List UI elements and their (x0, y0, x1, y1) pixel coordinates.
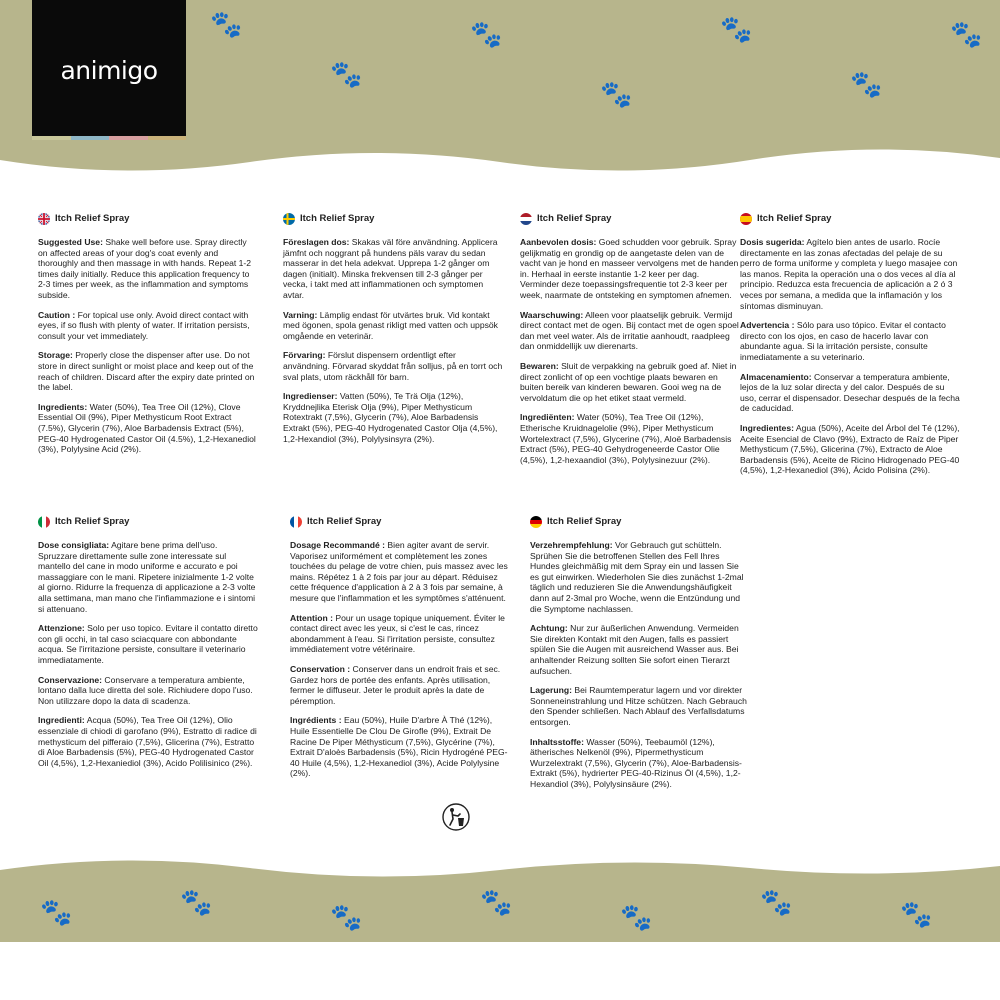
logo-wordmark: animigo (60, 56, 158, 85)
block-title: Itch Relief Spray (55, 515, 130, 527)
block-heading (38, 213, 258, 225)
paw-print-icon: 🐾 (950, 20, 983, 50)
block-french (290, 516, 510, 788)
paw-print-icon: 🐾 (850, 70, 883, 100)
paw-print-icon: 🐾 (470, 20, 503, 50)
paw-print-icon: 🐾 (330, 60, 363, 90)
recycle-person-icon (441, 802, 471, 832)
block-italian (38, 516, 258, 777)
paw-print-icon: 🐾 (330, 903, 363, 933)
storage-text: Lagerung: Bei Raumtemperatur lagern und vor direkter Sonneneinstrahlung und Hitze schützen. Nach Gebrauch den Spender schließen. Nach Ablauf des Verfallsdatums entsorgen. (530, 685, 747, 727)
paw-print-icon: 🐾 (180, 888, 213, 918)
storage-text: Conservazione: Conservare a temperatura ambiente, lontano dalla luce diretta del sole. Richiudere dopo l'uso. Non utilizzare dopo la data di scadenza. (38, 674, 253, 706)
brand-logo (32, 0, 186, 140)
spain-flag-icon (740, 213, 752, 225)
block-dutch (520, 213, 740, 474)
ingredients-text: Ingredienti: Acqua (50%), Tea Tree Oil (12%), Olio essenziale di chiodi di garofano (9%), Estratto di radice di methysticum del pifferaio (7,5%), Glicerina (7%), Estratto di Aloe Barbadensis (5%), PEG-40 Hydrogenated Castor Oil (4,5%), 1,2-Hexaniediol (3%), Acido Polilisinico (2%). (38, 715, 257, 768)
france-flag-icon (290, 516, 302, 528)
block-heading (283, 213, 503, 225)
suggested-use-text: Dosage Recommandé : Bien agiter avant de servir. Vaporisez uniformément et complètement les zones touchées du pelage de votre chien, puis massez avec les mains. Répétez 1 à 2 fois par jour au départ. Réduisez cette fréquence d'application à 2 à 3 fois par semaine, à mesure que l'inflammation et les symptômes s'atténuent. (290, 540, 508, 603)
paw-print-icon: 🐾 (720, 15, 753, 45)
block-title: Itch Relief Spray (307, 515, 382, 527)
ingredients-text: Inhaltsstoffe: Wasser (50%), Teebaumöl (12%), ätherisches Nelkenöl (9%), Pipermethysticum Wurzelextrakt (7,5%), Glycerin (7%), Aloe-Barbadensis-Extrakt (5%), hydrierter PEG-40-Rizinus Öl (4,5%), 1,2-Hexandiol (3%), Polylysinsäure (2%). (530, 736, 742, 789)
block-english (38, 213, 258, 464)
ingredients-text: Ingrediënten: Water (50%), Tea Tree Oil (12%), Etherische Kruidnagelolie (9%), Piper Methysticum Wortelextract (7,5%), Glycerine (7%), Aloë Barbadensis Extract (5%), PEG-40 Gehydrogeneerde Castor Olie (4,5%), 1,2-hexaandiol (3%), Polylysinezuur (2%). (520, 412, 732, 465)
storage-text: Conservation : Conserver dans un endroit frais et sec. Gardez hors de portée des enfants. Après utilisation, fermer le diffuseur. Jeter le produit après la date de péremption. (290, 663, 501, 706)
ingredients-text: Ingredientes: Agua (50%), Aceite del Árbol del Té (12%), Aceite Esencial de Clavo (9%), Extracto de Raíz de Piper Methysticum (7,5%), Glicerina (7%), Extracto de Aloe Barbadensis (5%), Aceite de Ricino Hidrogenado PEG-40 (4,5%), 1,2-Hexanediol (3%), Ácido Polisina (2%). (740, 422, 960, 476)
paw-print-icon: 🐾 (620, 903, 653, 933)
storage-text: Storage: Properly close the dispenser after use. Do not store in direct sunlight or moist place and keep out of the reach of children. Discard after the expiry date printed on the label. (38, 350, 255, 393)
suggested-use-text: Föreslagen dos: Skakas väl före användning. Applicera jämfnt och noggrant på hundens päls varav du sedan masserar in det hela adekvat. Upprepa 1-2 gånger om dagen (initialt). Minska frekvensen till 2-3 gånger per vecka, i takt med att inflammationen och symptomen avtar. (283, 237, 498, 300)
band-edge (0, 140, 1000, 175)
block-swedish (283, 213, 503, 453)
ingredients-text: Ingrédients : Eau (50%), Huile D'arbre À Thé (12%), Huile Essentielle De Clou De Girofle (9%), Extrait De Racine De Piper Méthysticum (7,5%), Glycérine (7%), Extrait D'aloès Barbadensis (5%), Ricin Hydrogéné PEG-40 Huile (4,5%), 1,2-Hexanediol (3%), Acide Polylysine (2%). (290, 715, 508, 779)
block-german (530, 516, 750, 798)
caution-text: Attenzione: Solo per uso topico. Evitare il contatto diretto con gli occhi, in tal caso sciacquare con abbondante acqua. Se l'irritazione persiste, consultare il veterinario immediatamente. (38, 623, 258, 665)
suggested-use-text: Verzehrempfehlung: Vor Gebrauch gut schütteln. Sprühen Sie die betroffenen Stellen des Fell Ihres Hundes gleichmäßig mit dem Spray ein und lassen Sie es gut einwirken. Wiederholen Sie dies zunächst 1-2mal täglich und reduzieren Sie die Anwendungshäufigkeit dann auf 2-3mal pro Woche, wenn die Entzündung und die Symptome nachlassen. (530, 540, 744, 614)
suggested-use-text: Suggested Use: Shake well before use. Spray directly on affected areas of your dog's coat evenly and thoroughly and then massage in with hands. Repeat 1-2 times daily initially. Reduce this application frequency to 2-3 times per week, as the inflammation and symptoms subside. (38, 237, 252, 300)
suggested-use-text: Dose consigliata: Agitare bene prima dell'uso. Spruzzare direttamente sulle zone interessate sul mantello del cane in modo uniforme e accurato e poi massaggiare con le mani. Ripetere inizialmente 1-2 volte al giorno. Ridurre la frequenza di applicazione a 2-3 volte alla settimana, man mano che l'infiammazione e i sintomi si attenuano. (38, 540, 256, 614)
paw-print-icon: 🐾 (900, 900, 933, 930)
caution-text: Achtung: Nur zur äußerlichen Anwendung. Vermeiden Sie direkten Kontakt mit den Augen, falls es passiert spülen Sie die Augen mit ausreichend Wasser aus. Bei anhaltender Reizung sollten Sie sofort einen Tierarzt aufsuchen. (530, 623, 739, 676)
block-heading (520, 213, 740, 225)
block-heading (530, 516, 750, 528)
band-edge (0, 858, 1000, 880)
storage-text: Bewaren: Sluit de verpakking na gebruik goed af. Niet in direct zonlicht of op een vochtige plaats bewaren en buiten bereik van kinderen bewaren. Gooi weg na de vervoldatum die op het etiket staat vermeld. (520, 360, 737, 403)
germany-flag-icon (530, 516, 542, 528)
paw-print-icon: 🐾 (480, 888, 513, 918)
paw-print-icon: 🐾 (760, 888, 793, 918)
block-title: Itch Relief Spray (757, 212, 832, 224)
italy-flag-icon (38, 516, 50, 528)
block-heading (740, 213, 960, 225)
ingredients-text: Ingredienser: Vatten (50%), Te Trä Olja (12%), Kryddnejlika Eterisk Olja (9%), Piper Methysticum Rotextrakt (7,5%), Glycerin (7%), Aloe Barbadensis Extrakt (5%), PEG-40 Hydrogenated Castor Olja (4,5%), 1,2-Hexandiol (3%), Polylysinsyra (2%). (283, 391, 498, 444)
paw-print-icon: 🐾 (600, 80, 633, 110)
block-heading (290, 516, 510, 528)
bottom-decorative-band (0, 858, 1000, 942)
paw-print-icon: 🐾 (40, 898, 73, 928)
suggested-use-text: Aanbevolen dosis: Goed schudden voor gebruik. Spray gelijkmatig en grondig op de aangetaste delen van de vacht van je hond en masseer vervolgens met de handen in. Herhaal in eerste instantie 1-2 keer per dag. Verminder deze toepassingsfrequentie tot 2-3 keer per week, naarmate de ontsteking en symptomen afnemen. (520, 237, 739, 300)
caution-text: Attention : Pour un usage topique uniquement. Éviter le contact direct avec les yeux, si c'est le cas, rincez abondamment à l'eau. Si l'irritation persiste, consultez immédiatement votre vétérinaire. (290, 612, 505, 655)
logo-color-strip (32, 136, 186, 140)
sweden-flag-icon (283, 213, 295, 225)
block-heading (38, 516, 258, 528)
caution-text: Varning: Lämplig endast för utvärtes bruk. Vid kontakt med ögonen, spola genast rikligt med vatten och uppsök omgående en veterinär. (283, 309, 498, 341)
caution-text: Caution : For topical use only. Avoid direct contact with eyes, if so flush with plenty of water. If irritation persists, consult your vet immediately. (38, 309, 250, 341)
uk-flag-icon (38, 213, 50, 225)
block-title: Itch Relief Spray (547, 515, 622, 527)
netherlands-flag-icon (520, 213, 532, 225)
block-title: Itch Relief Spray (55, 212, 130, 224)
caution-text: Waarschuwing: Alleen voor plaatselijk gebruik. Vermijd direct contact met de ogen. Bij contact met de ogen spoel dan met veel water. Als de irritatie aanhoudt, raadpleeg dan onmiddellijk uw dierenarts. (520, 309, 739, 352)
ingredients-text: Ingredients: Water (50%), Tea Tree Oil (12%), Clove Essential Oil (9%), Piper Methysticum Root Extract (7.5%), Glycerin (7%), Aloe Barbadensis Extract (5%), PEG-40 Hydrogenated Castor Oil (4.5%), 1,2-Hexanediol (3%), Polylysine Acid (2%). (38, 401, 256, 455)
suggested-use-text: Dosis sugerida: Agítelo bien antes de usarlo. Rocíe directamente en las zonas afectadas del pelaje de su perro de forma uniforme y completa y luego masajee con las manos. Repita la operación una o dos veces al día al principio. Reduzca esta frecuencia de aplicación a 2 ó 3 veces por semana, a medida que la inflamación y los síntomas disminuyan. (740, 237, 958, 311)
storage-text: Förvaring: Förslut dispensern ordentligt efter användning. Förvarad skyddat från solljus, på en torrt och sval plats, utom räckhåll för barn. (283, 350, 503, 382)
block-spanish (740, 213, 960, 485)
block-title: Itch Relief Spray (537, 212, 612, 224)
paw-print-icon: 🐾 (210, 10, 243, 40)
block-title: Itch Relief Spray (300, 212, 375, 224)
storage-text: Almacenamiento: Conservar a temperatura ambiente, lejos de la luz solar directa y del calor. Después de su uso, cerrar el dispensador. Desechar después de la fecha de caducidad. (740, 371, 960, 414)
caution-text: Advertencia : Sólo para uso tópico. Evitar el contacto directo con los ojos, en caso de hacerlo lavar con abundante agua. Si la irritación persiste, consulte inmediatamente a su veterinario. (740, 320, 946, 362)
